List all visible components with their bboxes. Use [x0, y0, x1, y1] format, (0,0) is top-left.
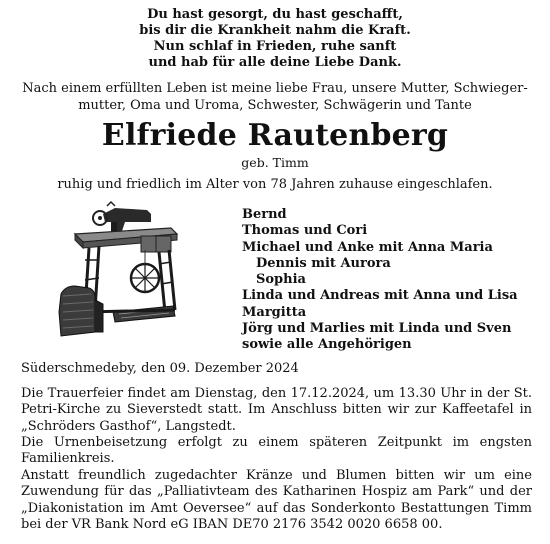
mourner-entry: Michael und Anke mit Anna Maria [242, 239, 493, 255]
mourner-entry: Dennis mit Aurora [256, 255, 391, 271]
deceased-name: Elfriede Rautenberg [101, 118, 449, 153]
mourner-entry: Thomas und Cori [242, 223, 368, 239]
intro-text: Nach einem erfüllten Leben ist meine liebe Frau, unsere Mutter, Schwieger-mutter, Oma und Uroma, Schwester, Schwägerin und Tante [22, 81, 528, 113]
poem-line: Du hast gesorgt, du hast geschafft, [147, 7, 403, 22]
urn-burial-info: Die Urnenbeisetzung erfolgt zu einem späteren Zeitpunkt im engsten Familienkreis. [21, 435, 532, 467]
maiden-name: geb. Timm [241, 155, 309, 170]
death-note: ruhig und friedlich im Alter von 78 Jahren zuhause eingeschlafen. [57, 177, 493, 192]
poem-line: Nun schlaf in Frieden, ruhe sanft [153, 39, 397, 54]
mourner-entry: sowie alle Angehörigen [242, 337, 412, 353]
mourner-entry: Margitta [242, 304, 307, 320]
memorial-poem [0, 7, 550, 71]
poem-line: bis dir die Krankheit nahm die Kraft. [139, 23, 411, 38]
mourners-list [242, 207, 542, 354]
mourner-entry: Linda und Andreas mit Anna und Lisa [242, 288, 518, 304]
donation-info: Anstatt freundlich zugedachter Kränze und Blumen bitten wir um eine Zuwendung für das „Palliativteam des Katharinen Hospiz am Park“ und der „Diakonistation im Amt Oeversee“ auf das Sonderkonto Bestattungen Timm bei der VR Bank Nord eG IBAN DE70 2176 3542 0020 6658 00. [21, 468, 532, 532]
sewing-machine-icon [55, 200, 190, 340]
mourner-entry: Sophia [256, 272, 306, 288]
place-date: Süderschmedeby, den 09. Dezember 2024 [21, 361, 299, 376]
poem-line: und hab für alle deine Liebe Dank. [148, 55, 402, 70]
funeral-service-info: Die Trauerfeier findet am Dienstag, den 17.12.2024, um 13.30 Uhr in der St. Petri-Kirche zu Sieverstedt statt. Im Anschluss bitten wir zur Kaffeetafel in „Schröders Gasthof“, Langstedt. [21, 386, 532, 434]
mourner-entry: Jörg und Marlies mit Linda und Sven [242, 321, 512, 337]
mourner-entry: Bernd [242, 207, 287, 222]
